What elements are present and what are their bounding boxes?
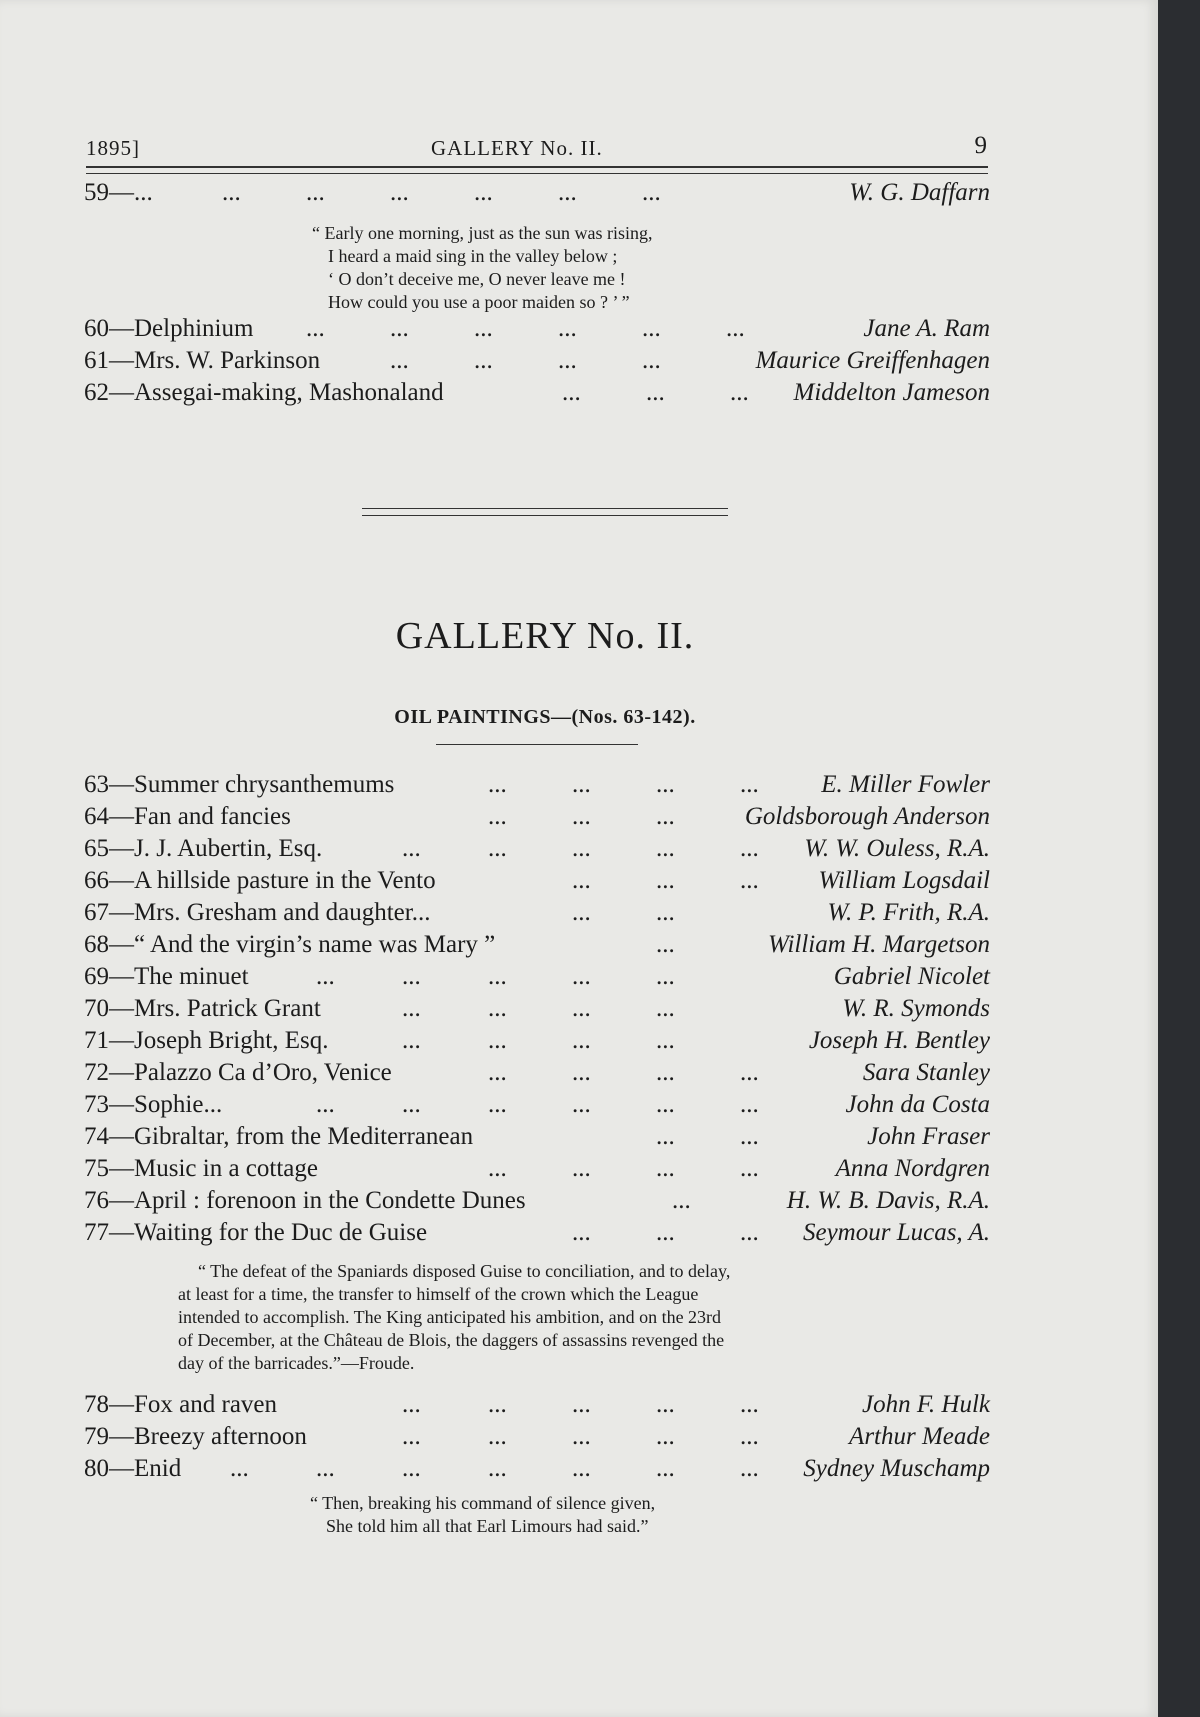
entry-title: 69—The minuet — [84, 963, 249, 990]
entry-title: 79—Breezy afternoon — [84, 1423, 307, 1450]
header-year: 1895] — [86, 136, 140, 160]
entry-title: 59— — [84, 179, 134, 206]
dot-leader: ... — [390, 315, 409, 342]
entry-title: 65—J. J. Aubertin, Esq. — [84, 835, 323, 862]
dot-leader: ... — [740, 1455, 759, 1482]
dot-leader: ... — [572, 771, 591, 798]
entry-title: 76—April : forenoon in the Condette Dunes — [84, 1187, 526, 1214]
dot-leader: ... — [572, 835, 591, 862]
dot-leader: ... — [402, 995, 421, 1022]
dot-leader: ... — [656, 1455, 675, 1482]
catalogue-entry — [84, 1026, 990, 1056]
entry-artist: Arthur Meade — [849, 1423, 990, 1450]
dot-leader: ... — [402, 1027, 421, 1054]
dot-leader: ... — [656, 899, 675, 926]
entry-artist: Seymour Lucas, A. — [802, 1219, 990, 1246]
quote-line: ‘ O don’t deceive me, O never leave me ! — [328, 269, 626, 289]
quote-line: How could you use a poor maiden so ? ’ ” — [328, 292, 630, 312]
dot-leader: ... — [656, 1027, 675, 1054]
dot-leader: ... — [572, 1423, 591, 1450]
entry-artist: W. R. Symonds — [842, 995, 990, 1022]
entry-title: 66—A hillside pasture in the Vento — [84, 867, 436, 894]
prose-quote-77 — [178, 1260, 730, 1375]
dot-leader: ... — [474, 347, 493, 374]
catalogue-entry — [84, 1058, 990, 1088]
entry-title: 63—Summer chrysanthemums — [84, 771, 395, 798]
dot-leader: ... — [488, 803, 507, 830]
dot-leader: ... — [222, 179, 241, 206]
dot-leader: ... — [740, 1155, 759, 1182]
entry-artist: Gabriel Nicolet — [833, 963, 990, 990]
section-heading: GALLERY No. II. — [395, 615, 695, 657]
dot-leader: ... — [740, 1059, 759, 1086]
dot-leader: ... — [402, 1091, 421, 1118]
dot-leader: ... — [572, 867, 591, 894]
dot-leader: ... — [558, 347, 577, 374]
dot-leader: ... — [730, 379, 749, 406]
dot-leader: ... — [488, 835, 507, 862]
dot-leader: ... — [316, 963, 335, 990]
dot-leader: ... — [740, 1123, 759, 1150]
verse-quote-59 — [312, 222, 652, 314]
catalogue-entry — [84, 178, 990, 208]
subheading-rule — [436, 744, 638, 745]
quote-line: She told him all that Earl Limours had said.” — [326, 1516, 649, 1536]
dot-leader: ... — [656, 771, 675, 798]
dot-leader: ... — [656, 867, 675, 894]
catalogue-entry — [84, 898, 990, 928]
dot-leader: ... — [740, 1423, 759, 1450]
entry-artist: W. G. Daffarn — [849, 179, 990, 206]
dot-leader: ... — [656, 995, 675, 1022]
dot-leader: ... — [572, 1455, 591, 1482]
page-number: 9 — [974, 132, 988, 159]
entry-title: 64—Fan and fancies — [84, 803, 291, 830]
dot-leader: ... — [740, 771, 759, 798]
verse-quote-80 — [310, 1492, 655, 1538]
entry-title: 72—Palazzo Ca d’Oro, Venice — [84, 1059, 392, 1086]
dot-leader: ... — [572, 1027, 591, 1054]
dot-leader: ... — [488, 1027, 507, 1054]
dot-leader: ... — [672, 1187, 691, 1214]
entry-title: 77—Waiting for the Duc de Guise — [84, 1219, 428, 1246]
entry-artist: Anna Nordgren — [835, 1155, 990, 1182]
dot-leader: ... — [740, 867, 759, 894]
entry-artist: Jane A. Ram — [863, 315, 990, 342]
dot-leader: ... — [562, 379, 581, 406]
entry-title: 71—Joseph Bright, Esq. — [84, 1027, 329, 1054]
dot-leader: ... — [572, 1091, 591, 1118]
catalogue-entry — [84, 1218, 990, 1248]
dot-leader: ... — [572, 995, 591, 1022]
catalogue-entry — [84, 378, 990, 408]
dot-leader: ... — [402, 835, 421, 862]
entry-artist: William Logsdail — [818, 867, 990, 894]
catalogue-entry — [84, 994, 990, 1024]
dot-leader: ... — [558, 179, 577, 206]
header-rule — [86, 166, 988, 174]
entry-artist: H. W. B. Davis, R.A. — [786, 1187, 990, 1214]
section-divider — [362, 508, 728, 516]
dot-leader: ... — [572, 803, 591, 830]
dot-leader: ... — [402, 963, 421, 990]
entry-artist: Sara Stanley — [862, 1059, 990, 1086]
dot-leader: ... — [656, 1059, 675, 1086]
catalogue-entry — [84, 930, 990, 960]
entry-title: 67—Mrs. Gresham and daughter... — [84, 899, 431, 926]
dot-leader: ... — [230, 1455, 249, 1482]
dot-leader: ... — [488, 995, 507, 1022]
quote-line: “ Then, breaking his command of silence given, — [310, 1493, 656, 1513]
header-title: GALLERY No. II. — [431, 136, 603, 160]
dot-leader: ... — [642, 179, 661, 206]
dot-leader: ... — [726, 315, 745, 342]
dot-leader: ... — [488, 1391, 507, 1418]
entry-artist: Goldsborough Anderson — [744, 803, 990, 830]
running-header — [86, 128, 988, 164]
quote-line: “ The defeat of the Spaniards disposed Guise to conciliation, and to delay, — [198, 1261, 731, 1281]
dot-leader: ... — [316, 1091, 335, 1118]
dot-leader: ... — [740, 1391, 759, 1418]
catalogue-entry — [84, 962, 990, 992]
quote-line: at least for a time, the transfer to himself of the crown which the League — [178, 1284, 699, 1304]
quote-line: of December, at the Château de Blois, the daggers of assassins revenged the — [178, 1330, 725, 1350]
entry-title: 74—Gibraltar, from the Mediterranean — [84, 1123, 474, 1150]
dot-leader: ... — [488, 1091, 507, 1118]
dot-leader: ... — [488, 1059, 507, 1086]
catalogue-entry — [84, 1454, 990, 1484]
dot-leader: ... — [740, 1091, 759, 1118]
dot-leader: ... — [656, 803, 675, 830]
catalogue-entry — [84, 1090, 990, 1120]
quote-line: intended to accomplish. The King anticipated his ambition, and on the 23rd — [178, 1307, 722, 1327]
catalogue-entry — [84, 866, 990, 896]
dot-leader: ... — [474, 179, 493, 206]
dot-leader: ... — [572, 1391, 591, 1418]
entry-title: 80—Enid — [84, 1455, 182, 1482]
dot-leader: ... — [572, 1155, 591, 1182]
entry-artist: Middelton Jameson — [793, 379, 990, 406]
catalogue-entry — [84, 1390, 990, 1420]
dot-leader: ... — [646, 379, 665, 406]
quote-line: “ Early one morning, just as the sun was rising, — [312, 223, 653, 243]
dot-leader: ... — [656, 1423, 675, 1450]
dot-leader: ... — [474, 315, 493, 342]
entry-title: 75—Music in a cottage — [84, 1155, 318, 1182]
dot-leader: ... — [572, 1219, 591, 1246]
dot-leader: ... — [572, 1059, 591, 1086]
entry-artist: E. Miller Fowler — [821, 771, 990, 798]
catalogue-entry — [84, 770, 990, 800]
entry-artist: W. W. Ouless, R.A. — [804, 835, 990, 862]
dot-leader: ... — [390, 347, 409, 374]
dot-leader: ... — [656, 1155, 675, 1182]
catalogue-entry — [84, 1154, 990, 1184]
dot-leader: ... — [390, 179, 409, 206]
dot-leader: ... — [402, 1423, 421, 1450]
catalogue-entry — [84, 346, 990, 376]
entry-artist: W. P. Frith, R.A. — [827, 899, 990, 926]
entry-artist: Joseph H. Bentley — [808, 1027, 990, 1054]
entry-artist: John Fraser — [867, 1123, 990, 1150]
entry-artist: John da Costa — [845, 1091, 990, 1118]
dot-leader: ... — [488, 771, 507, 798]
entry-title: 70—Mrs. Patrick Grant — [84, 995, 321, 1022]
dot-leader: ... — [656, 1123, 675, 1150]
dot-leader: ... — [306, 315, 325, 342]
catalogue-entry — [84, 314, 990, 344]
dot-leader: ... — [306, 179, 325, 206]
dot-leader: ... — [488, 1455, 507, 1482]
dot-leader: ... — [642, 347, 661, 374]
entry-title: 73—Sophie... — [84, 1091, 223, 1118]
entry-artist: William H. Margetson — [768, 931, 990, 958]
catalogue-entry — [84, 1422, 990, 1452]
dot-leader: ... — [572, 963, 591, 990]
catalogue-entry — [84, 1122, 990, 1152]
entry-artist: Sydney Muschamp — [803, 1455, 990, 1482]
dot-leader: ... — [488, 963, 507, 990]
catalogue-entry — [84, 1186, 990, 1216]
dot-leader: ... — [656, 835, 675, 862]
dot-leader: ... — [316, 1455, 335, 1482]
dot-leader: ... — [740, 835, 759, 862]
quote-line: day of the barricades.”—Froude. — [178, 1353, 415, 1373]
quote-line: I heard a maid sing in the valley below ; — [328, 246, 618, 266]
entry-title: 60—Delphinium — [84, 315, 254, 342]
dot-leader: ... — [402, 1391, 421, 1418]
dot-leader: ... — [488, 1155, 507, 1182]
dot-leader: ... — [656, 963, 675, 990]
dot-leader: ... — [740, 1219, 759, 1246]
dot-leader: ... — [656, 1091, 675, 1118]
dot-leader: ... — [488, 1423, 507, 1450]
dot-leader: ... — [558, 315, 577, 342]
dot-leader: ... — [134, 179, 153, 206]
dot-leader: ... — [402, 1455, 421, 1482]
dot-leader: ... — [642, 315, 661, 342]
dot-leader: ... — [656, 1391, 675, 1418]
entry-title: 68—“ And the virgin’s name was Mary ” — [84, 931, 496, 958]
dot-leader: ... — [656, 1219, 675, 1246]
section-subheading: OIL PAINTINGS—(Nos. 63-142). — [394, 706, 696, 728]
entry-title: 62—Assegai-making, Mashonaland — [84, 379, 444, 406]
entry-artist: Maurice Greiffenhagen — [755, 347, 990, 374]
catalogue-entry — [84, 802, 990, 832]
entry-title: 78—Fox and raven — [84, 1391, 278, 1418]
dot-leader: ... — [572, 899, 591, 926]
entry-artist: John F. Hulk — [862, 1391, 990, 1418]
catalogue-entry — [84, 834, 990, 864]
entry-title: 61—Mrs. W. Parkinson — [84, 347, 321, 374]
dot-leader: ... — [656, 931, 675, 958]
